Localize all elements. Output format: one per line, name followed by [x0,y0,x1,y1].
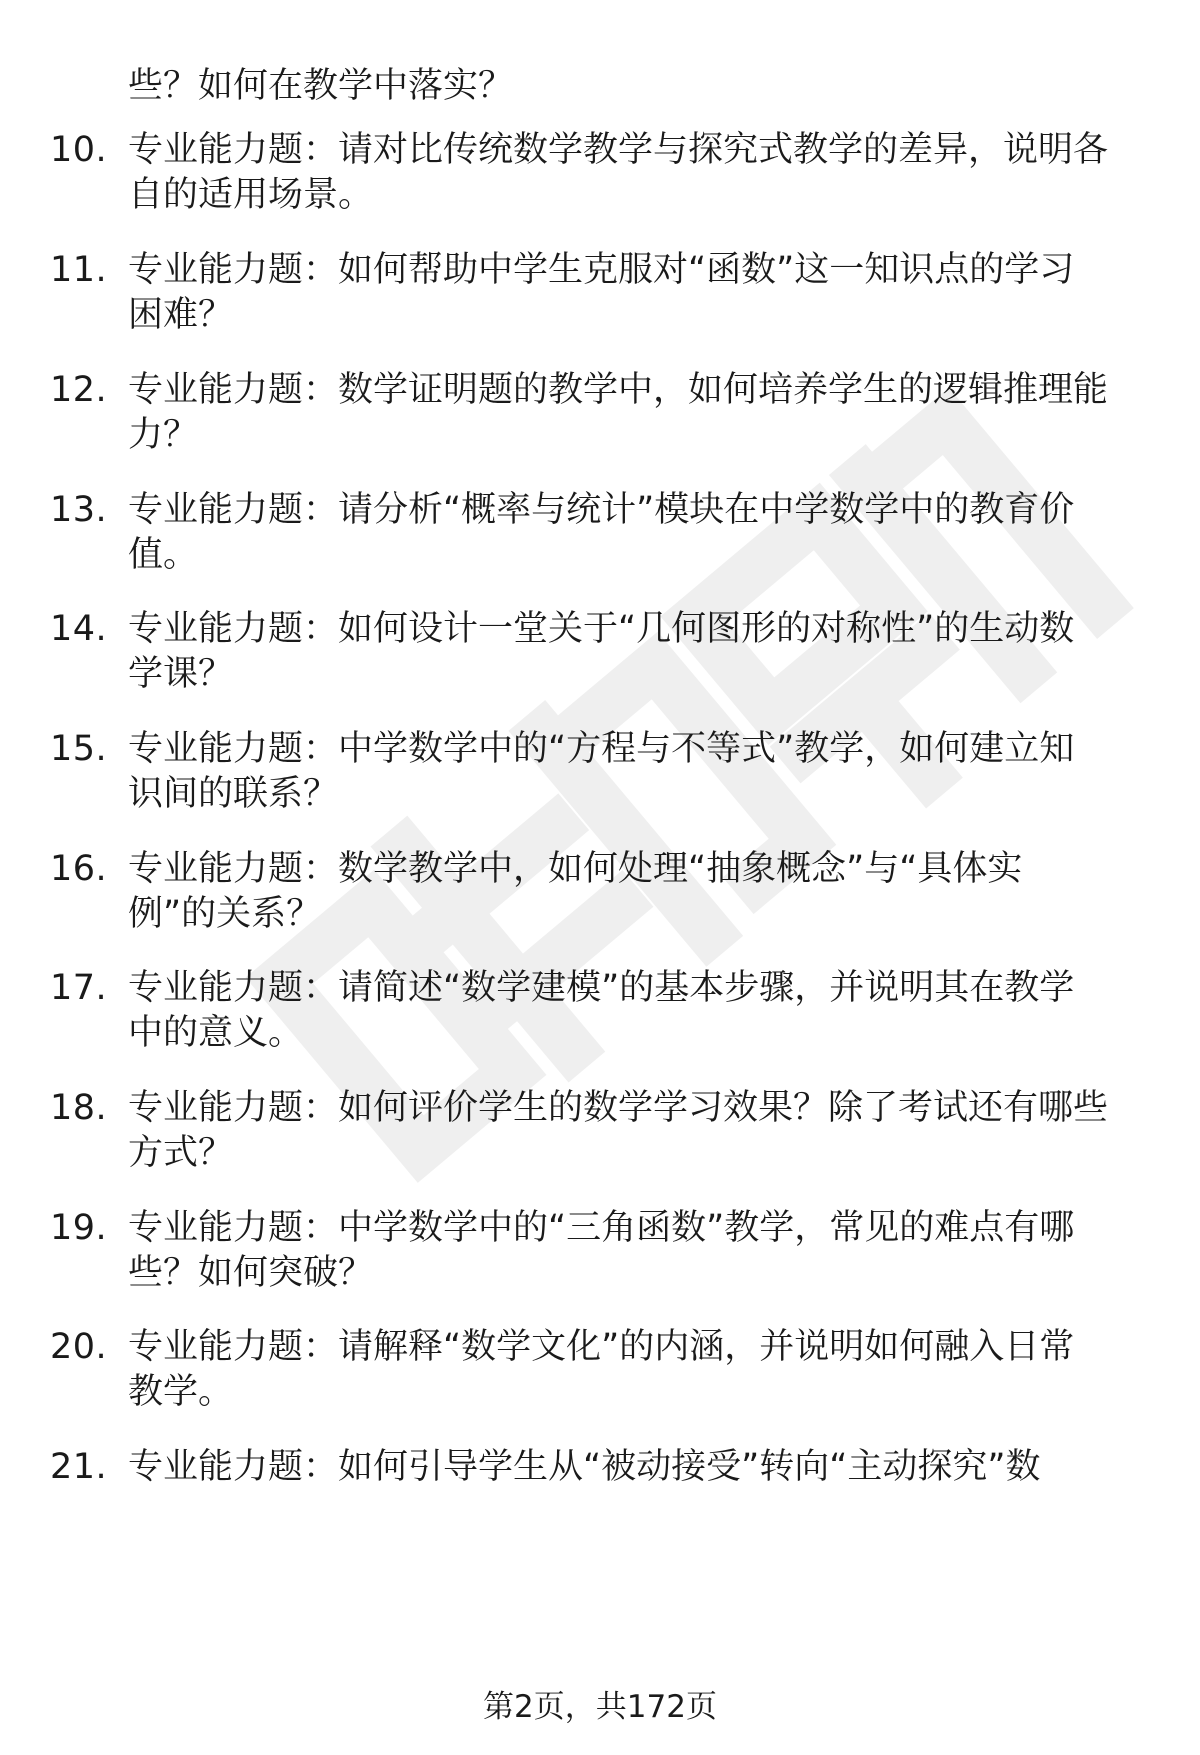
list-item [0,248,1200,358]
item-text-line-2: 自的适用场景。 [128,175,374,215]
item-text-line-2: 教学。 [128,1372,234,1412]
item-text-line-1: 专业能力题：如何引导学生从“被动接受”转向“主动探究”数 [128,1447,1041,1487]
item-text-line-1: 专业能力题：中学数学中的“三角函数”教学，常见的难点有哪 [128,1208,1075,1248]
list-item [0,1325,1200,1435]
item-text-line-2: 例”的关系？ [128,894,322,934]
item-text-line-1: 专业能力题：请分析“概率与统计”模块在中学数学中的教育价 [128,490,1075,530]
list-item [0,1445,1200,1555]
continuation-text: 些？如何在教学中落实？ [128,66,514,106]
item-number: 13. [50,490,108,530]
page-footer: 第2页，共172页 [483,1689,717,1725]
item-number: 16. [50,849,108,889]
item-text-line-2: 方式？ [128,1133,234,1173]
item-number: 11. [50,250,108,290]
item-text-line-1: 专业能力题：请简述“数学建模”的基本步骤，并说明其在教学 [128,968,1075,1008]
list-item [0,368,1200,478]
item-number: 15. [50,729,108,769]
list-item [0,1206,1200,1316]
item-text-line-2: 些？如何突破？ [128,1253,374,1293]
item-text-line-1: 专业能力题：如何设计一堂关于“几何图形的对称性”的生动数 [128,609,1075,649]
item-text-line-1: 专业能力题：数学证明题的教学中，如何培养学生的逻辑推理能 [128,370,1109,410]
item-text-line-1: 专业能力题：如何评价学生的数学学习效果？除了考试还有哪些 [128,1088,1109,1128]
item-text-line-1: 专业能力题：请对比传统数学教学与探究式教学的差异，说明各 [128,130,1109,170]
item-text-line-1: 专业能力题：中学数学中的“方程与不等式”教学，如何建立知 [128,729,1075,769]
item-number: 12. [50,370,108,410]
item-text-line-2: 学课？ [128,654,234,694]
item-text-line-2: 困难？ [128,295,234,335]
item-text-line-1: 专业能力题：如何帮助中学生克服对“函数”这一知识点的学习 [128,250,1075,290]
item-text-line-1: 专业能力题：请解释“数学文化”的内涵，并说明如何融入日常 [128,1327,1075,1367]
item-number: 14. [50,609,108,649]
item-number: 19. [50,1208,108,1248]
item-text-line-2: 识间的联系？ [128,774,339,814]
item-number: 10. [50,130,108,170]
list-item [0,727,1200,837]
item-number: 21. [50,1447,108,1487]
item-number: 17. [50,968,108,1008]
list-item [0,966,1200,1076]
item-number: 18. [50,1088,108,1128]
list-item [0,488,1200,598]
list-item [0,1086,1200,1196]
list-item [0,607,1200,717]
item-number: 20. [50,1327,108,1367]
list-item [0,847,1200,957]
item-text-line-2: 力？ [128,415,199,455]
item-text-line-1: 专业能力题：数学教学中，如何处理“抽象概念”与“具体实 [128,849,1023,889]
item-text-line-2: 中的意义。 [128,1013,304,1053]
list-item [0,128,1200,238]
item-text-line-2: 值。 [128,535,199,575]
